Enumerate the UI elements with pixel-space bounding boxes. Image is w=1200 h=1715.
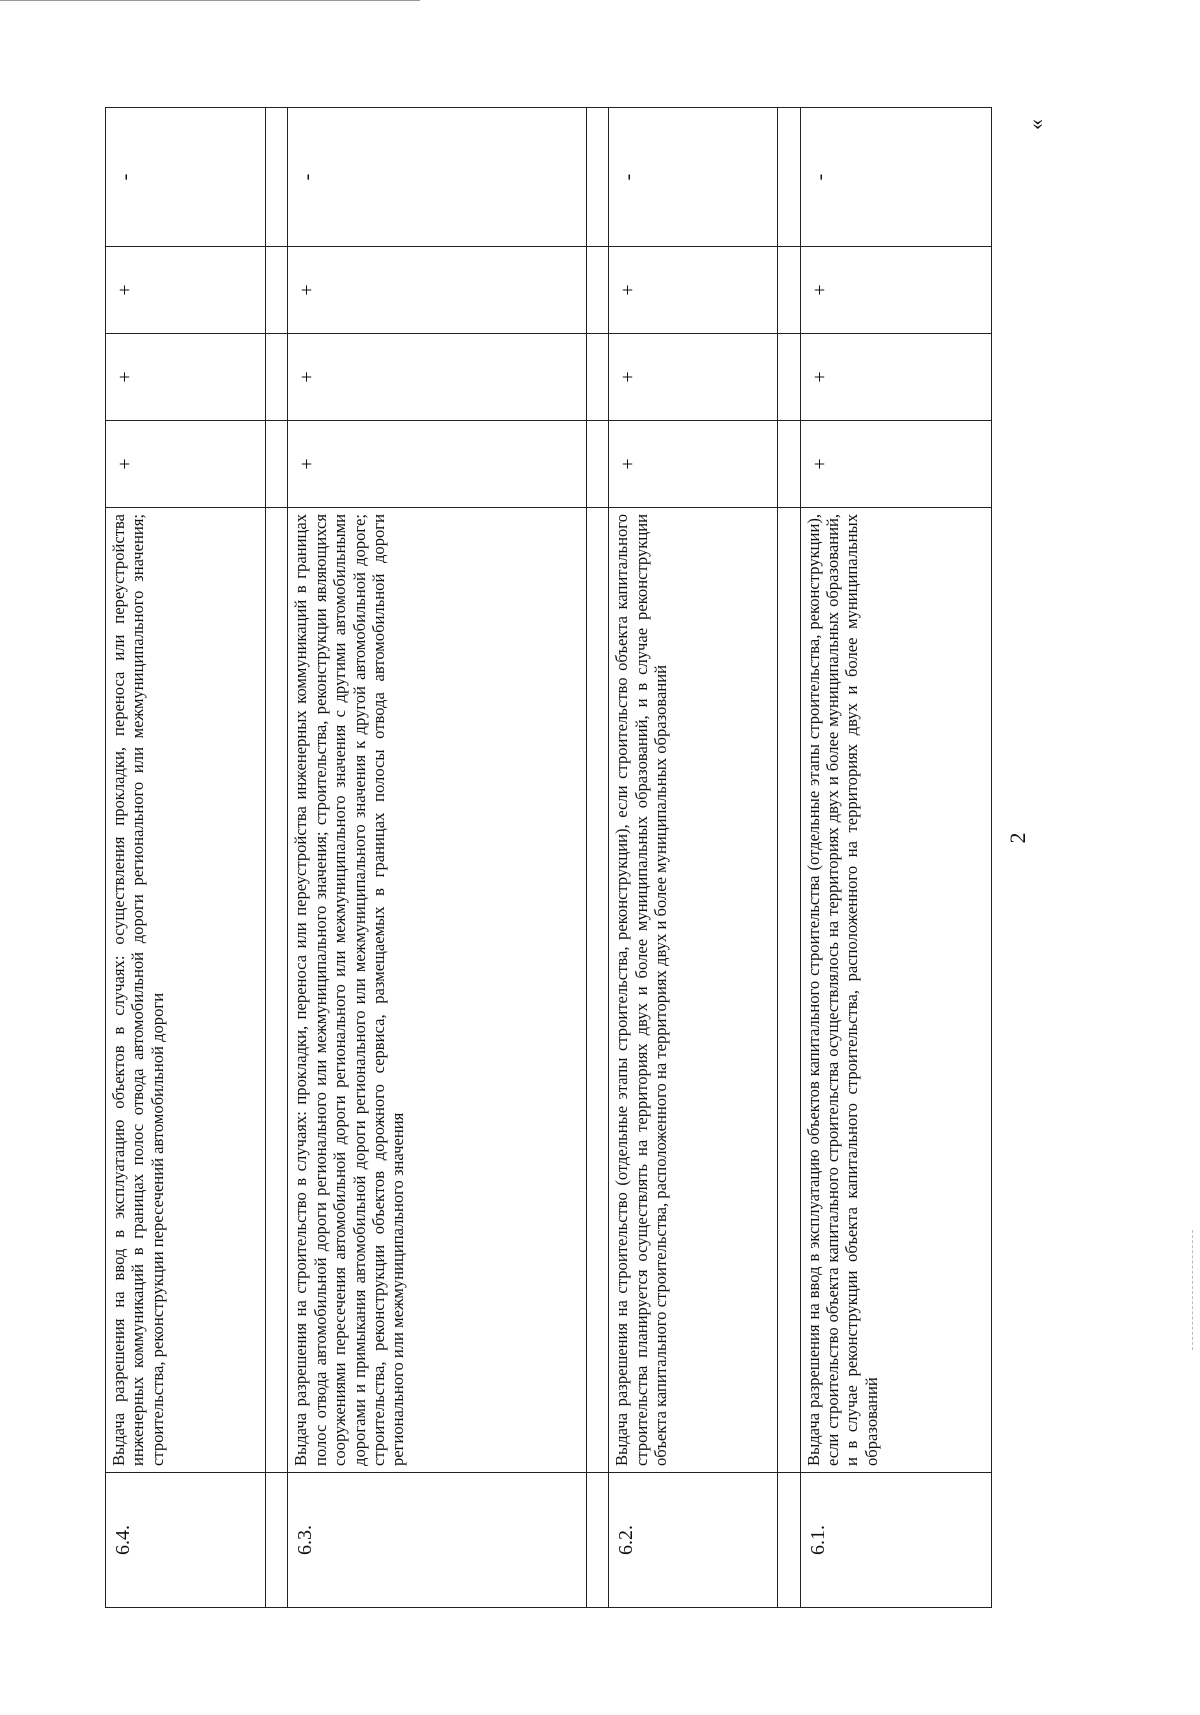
mark-cell-3 — [778, 247, 801, 334]
mark-cell-1: + — [800, 421, 991, 508]
opening-quote-mark: « — [1023, 119, 1048, 130]
rotated-document-page — [105, 108, 1100, 1608]
row-number: 6.2. — [609, 1473, 778, 1608]
row-number — [265, 1473, 288, 1608]
mark-cell-2: + — [609, 334, 778, 421]
mark-cell-4: - — [800, 108, 991, 247]
mark-cell-4 — [265, 108, 288, 247]
mark-cell-2: + — [288, 334, 586, 421]
mark-cell-3: + — [800, 247, 991, 334]
mark-cell-4: - — [609, 108, 778, 247]
row-text: Выдача разрешения на строительство в случаях: прокладки, переноса или переустройства инженерных коммуникаций в границах полос отвода автомобильной дороги регионального или межмуниципального значения; строительства, реконструкции являющихся сооружениями пересечения автомобильной дороги регионального или межмуниципального значения с другими автомобильными дорогами и примыкания автомобильной дороги регионального или межмуниципального значения к другой автомобильной дороге; строительства, реконструкции объектов дорожного сервиса, размещаемых в границах полосы отвода автомобильной дороги регионального или межмуниципального значения — [288, 508, 586, 1473]
row-number — [586, 1473, 609, 1608]
table-row-empty — [265, 108, 288, 1608]
mark-cell-2 — [265, 334, 288, 421]
mark-cell-4: - — [106, 108, 266, 247]
mark-cell-3: + — [609, 247, 778, 334]
mark-cell-1 — [586, 421, 609, 508]
page-number: 2 — [1005, 832, 1030, 844]
row-number — [778, 1473, 801, 1608]
services-table — [105, 107, 992, 1608]
row-text — [586, 508, 609, 1473]
row-text: Выдача разрешения на ввод в эксплуатацию объектов в случаях: осуществления прокладки, переноса или переустройства инженерных коммуникаций в границах полос отвода автомобильной дороги регионального или межмуниципального значения; строительства, реконструкции пересечений автомобильной дороги — [106, 508, 266, 1473]
mark-cell-1: + — [288, 421, 586, 508]
mark-cell-2 — [586, 334, 609, 421]
scan-edge-dots — [1192, 1230, 1194, 1350]
mark-cell-4 — [778, 108, 801, 247]
row-number: 6.3. — [288, 1473, 586, 1608]
row-text — [778, 508, 801, 1473]
mark-cell-1: + — [609, 421, 778, 508]
mark-cell-4 — [586, 108, 609, 247]
mark-cell-2 — [778, 334, 801, 421]
mark-cell-2: + — [106, 334, 266, 421]
table-row-empty — [586, 108, 609, 1608]
row-number: 6.1. — [800, 1473, 991, 1608]
mark-cell-1 — [778, 421, 801, 508]
mark-cell-1 — [265, 421, 288, 508]
mark-cell-3: + — [288, 247, 586, 334]
table-row-6-4 — [106, 108, 266, 1608]
table-row-6-2 — [609, 108, 778, 1608]
mark-cell-3 — [265, 247, 288, 334]
mark-cell-1: + — [106, 421, 266, 508]
scan-edge-line — [0, 0, 420, 1]
mark-cell-4: - — [288, 108, 586, 247]
row-number: 6.4. — [106, 1473, 266, 1608]
row-text: Выдача разрешения на ввод в эксплуатацию объектов капитального строительства (отдельные этапы строительства, реконструкции), если строительство объекта капитального строительства осуществлялось на территориях двух и более муниципальных образований, и в случае реконструкции объекта капитального строительства, расположенного на территориях двух и более муниципальных образований — [800, 508, 991, 1473]
mark-cell-3: + — [106, 247, 266, 334]
table-row-6-1 — [800, 108, 991, 1608]
mark-cell-2: + — [800, 334, 991, 421]
table-row-empty — [778, 108, 801, 1608]
row-text — [265, 508, 288, 1473]
mark-cell-3 — [586, 247, 609, 334]
row-text: Выдача разрешения на строительство (отдельные этапы строительства, реконструкции), если строительство объекта капитального строительства планируется осуществлять на территориях двух и более муниципальных образований, и в случае реконструкции объекта капитального строительства, расположенного на территориях двух и более муниципальных образований — [609, 508, 778, 1473]
table-row-6-3 — [288, 108, 586, 1608]
